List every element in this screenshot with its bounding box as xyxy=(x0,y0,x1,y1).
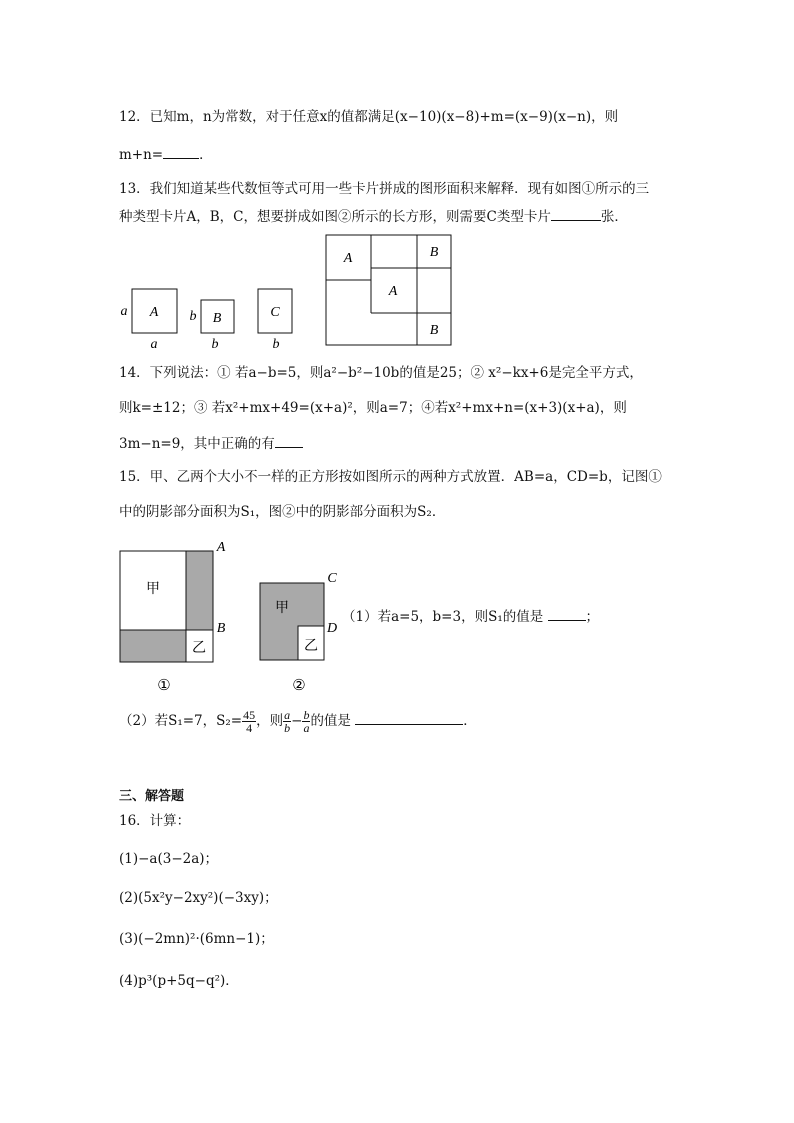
big-label-a1: A xyxy=(343,251,353,266)
minus-sign: − xyxy=(291,713,303,729)
figure-2-caption: ② xyxy=(292,678,306,694)
q16-title: 16．计算： xyxy=(119,813,191,829)
q12-end: ． xyxy=(199,147,213,163)
q16-item-2: (2)(5x²y−2xy²)(−3xy)； xyxy=(119,890,278,906)
label-jia-2: 甲 xyxy=(275,601,289,616)
q15-sub1-text: （1）若a=5，b=3，则S₁的值是 xyxy=(342,609,544,625)
q15-figure-2 xyxy=(260,571,337,694)
fraction-a-b: $\frac{a}{b}$ xyxy=(284,708,291,735)
fraction-45-4: $\frac{45}{4}$ xyxy=(243,708,256,735)
q15-sub1 xyxy=(342,608,599,626)
point-b-label: B xyxy=(216,621,226,636)
point-d-label: D xyxy=(326,621,338,636)
card-c xyxy=(258,289,292,352)
point-c-label: C xyxy=(327,571,337,586)
label-yi-2: 乙 xyxy=(304,639,318,654)
q13-end: 张． xyxy=(600,209,628,225)
card-c-label: C xyxy=(270,305,280,320)
q12-line1: 12．已知m，n为常数，对于任意x的值都满足(x−10)(x−8)+m=(x−9)(x−n)，则 xyxy=(119,109,619,125)
card-a-side-label: a xyxy=(120,304,128,319)
q15-sub2-mid: ，则 xyxy=(256,713,284,729)
card-c-bottom-label: b xyxy=(272,337,280,352)
big-label-b1: B xyxy=(429,245,439,260)
q14-line2: 则k=±12；③ 若x²+mx+49=(x+a)²，则a=7；④若x²+mx+n=(x+3)(x+a)，则 xyxy=(119,400,627,416)
q12-expr: m+n= xyxy=(119,147,164,163)
q15-line1: 15．甲、乙两个大小不一样的正方形按如图所示的两种方式放置．AB=a，CD=b，记图① xyxy=(119,469,662,485)
q15-figure-1 xyxy=(120,540,226,694)
point-a-label: A xyxy=(216,540,226,555)
q13-text: 种类型卡片A，B，C，想要拼成如图②所示的长方形，则需要C类型卡片 xyxy=(119,209,551,225)
q15-line2: 中的阴影部分面积为S₁，图②中的阴影部分面积为S₂． xyxy=(119,504,446,520)
section-title: 三、解答题 xyxy=(119,789,185,804)
label-yi-1: 乙 xyxy=(192,641,206,656)
fraction-b-a: $\frac{b}{a}$ xyxy=(303,708,310,735)
q15-sub1-end: ； xyxy=(585,609,600,625)
figure-1-caption: ① xyxy=(157,678,171,694)
big-label-a2: A xyxy=(388,284,398,299)
q13-line1: 13．我们知道某些代数恒等式可用一些卡片拼成的图形面积来解释．现有如图①所示的三 xyxy=(119,181,650,197)
card-b-side-label: b xyxy=(189,309,197,324)
card-a xyxy=(121,289,178,352)
q14-line3 xyxy=(119,435,303,453)
q16-item-4: (4)p³(p+5q−q²)． xyxy=(119,973,239,989)
card-b-bottom-label: b xyxy=(211,337,219,352)
q16-item-1: (1)−a(3−2a)； xyxy=(119,851,219,867)
q14-line1: 14．下列说法：① 若a−b=5，则a²−b²−10b的值是25；② x²−kx+6是完全平方式， xyxy=(119,365,643,381)
q15-sub2 xyxy=(119,706,477,736)
q15-sub2-end: ． xyxy=(463,713,477,729)
card-b-label: B xyxy=(212,311,222,326)
label-jia-1: 甲 xyxy=(146,582,160,597)
q15-sub2-post: 的值是 xyxy=(310,713,351,729)
answer-blank xyxy=(548,608,586,621)
answer-blank xyxy=(355,712,463,725)
q16-item-3: (3)(−2mn)²·(6mn−1)； xyxy=(119,931,274,947)
big-label-b2: B xyxy=(429,323,439,338)
card-a-label: A xyxy=(149,305,159,320)
q14-text: 3m−n=9，其中正确的有 xyxy=(119,436,275,452)
card-b xyxy=(190,300,235,352)
answer-blank xyxy=(275,435,303,448)
q15-sub2-pre: （2）若S₁=7，S₂= xyxy=(119,713,243,729)
card-a-bottom-label: a xyxy=(150,337,158,352)
